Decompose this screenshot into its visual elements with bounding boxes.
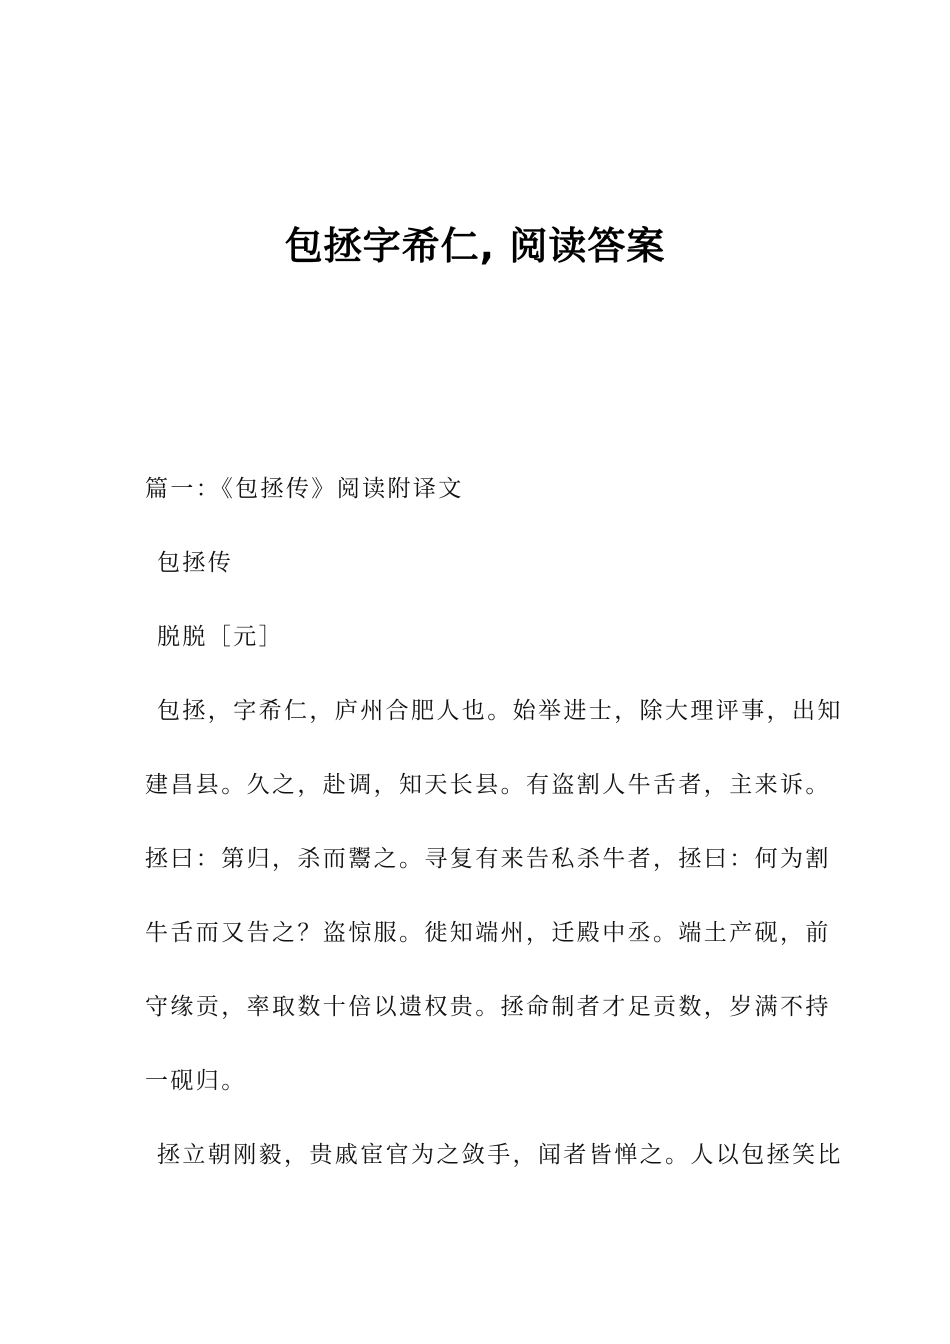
paragraph-line: 拯曰：第归，杀而鬻之。寻复有来告私杀牛者，拯曰：何为割 bbox=[145, 846, 831, 872]
article-author: 脱脱［元］ bbox=[157, 624, 284, 650]
document-title: 包拯字希仁, 阅读答案 bbox=[284, 224, 666, 268]
paragraph-line: 牛舌而又告之？盗惊服。徙知端州，迁殿中丞。端土产砚，前 bbox=[145, 920, 831, 946]
paragraph-line: 守缘贡，率取数十倍以遗权贵。拯命制者才足贡数，岁满不持 bbox=[145, 994, 831, 1020]
paragraph-line: 建昌县。久之，赴调，知天长县。有盗割人牛舌者，主来诉。 bbox=[145, 772, 831, 798]
paragraph-line: 拯立朝刚毅，贵戚宦官为之敛手，闻者皆惮之。人以包拯笑比 bbox=[157, 1142, 843, 1168]
article-title: 包拯传 bbox=[157, 550, 234, 576]
paragraph-line: 包拯，字希仁，庐州合肥人也。始举进士，除大理评事，出知 bbox=[157, 698, 843, 724]
section-heading: 篇一：《包拯传》阅读附译文 bbox=[145, 476, 464, 502]
paragraph-line: 一砚归。 bbox=[145, 1068, 247, 1094]
document-body bbox=[145, 452, 843, 1192]
